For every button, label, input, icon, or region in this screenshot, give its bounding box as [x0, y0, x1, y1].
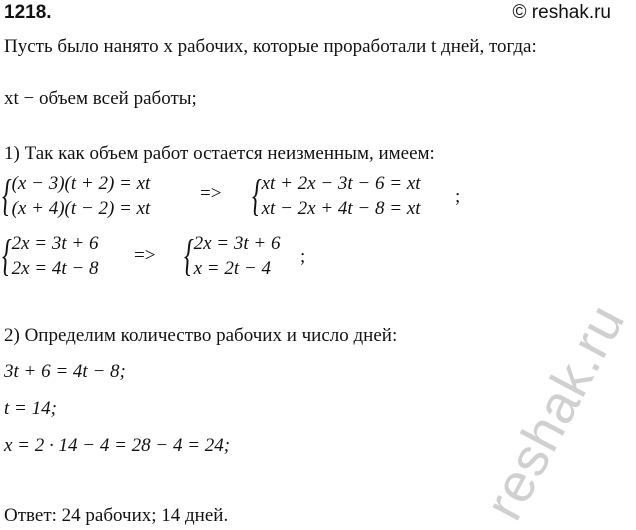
system-1	[2, 171, 150, 221]
semicolon: ;	[300, 246, 306, 267]
site-credit: © reshak.ru	[512, 2, 611, 23]
watermark: reshak.ru	[473, 294, 636, 530]
equation: 2x = 3t + 6	[193, 233, 281, 254]
equation: 2x = 3t + 6	[11, 233, 99, 254]
equation: (x − 3)(t + 2) = xt	[11, 173, 151, 194]
problem-number: 1218.	[4, 2, 52, 23]
implies-arrow: =>	[134, 245, 156, 266]
brace-icon: {	[252, 171, 262, 220]
equation: 2x = 4t − 8	[11, 258, 99, 279]
brace-icon: {	[184, 231, 194, 280]
equation: xt − 2x + 4t − 8 = xt	[261, 198, 421, 219]
equation: xt + 2x − 3t − 6 = xt	[261, 173, 421, 194]
system-4	[184, 231, 280, 281]
system-3	[2, 231, 98, 281]
semicolon: ;	[455, 186, 461, 207]
answer: Ответ: 24 рабочих; 14 дней.	[4, 505, 229, 526]
equation: x = 2t − 4	[193, 258, 271, 279]
implies-arrow: =>	[200, 183, 222, 204]
step2-text: 2) Определим количество рабочих и число дней:	[4, 325, 398, 346]
equation-2: t = 14;	[4, 398, 57, 419]
intro-line-2: xt − объем всей работы;	[4, 88, 197, 109]
brace-icon: {	[2, 171, 12, 220]
brace-icon: {	[2, 231, 12, 280]
intro-line-1: Пусть было нанято x рабочих, которые проработали t дней, тогда:	[4, 36, 537, 57]
equation-3: x = 2 · 14 − 4 = 28 − 4 = 24;	[4, 435, 231, 456]
step1-text: 1) Так как объем работ остается неизменным, имеем:	[4, 143, 435, 164]
equation-1: 3t + 6 = 4t − 8;	[4, 361, 126, 382]
equation: (x + 4)(t − 2) = xt	[11, 198, 151, 219]
system-2	[252, 171, 421, 221]
